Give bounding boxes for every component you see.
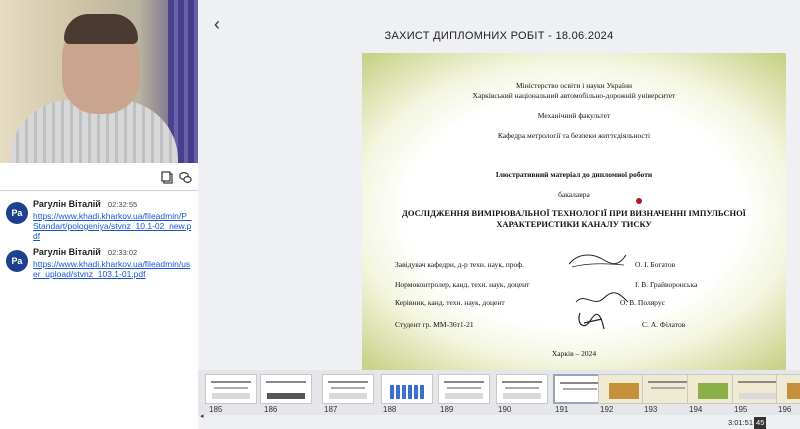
- message-time: 02:33:02: [108, 248, 138, 257]
- slide-row-role: Нормоконтролер, канд. техн. наук, доцент: [395, 280, 530, 289]
- message-time: 02:32:55: [108, 200, 138, 209]
- slide-number: 188: [383, 405, 397, 414]
- page-title: ЗАХИСТ ДИПЛОМНИХ РОБІТ - 18.06.2024: [384, 30, 614, 42]
- slide-topic-line1: ДОСЛІДЖЕННЯ ВИМІРЮВАЛЬНОЇ ТЕХНОЛОГІЇ ПРИ ВИЗНАЧЕННІ ІМПУЛЬСНОЇ: [402, 208, 746, 218]
- slide-thumbnail-strip[interactable]: [198, 370, 800, 415]
- slide-faculty: Механічний факультет: [537, 111, 611, 120]
- slide-city-year: Харків – 2024: [551, 349, 597, 358]
- slide-row-role: Студент гр. ММ-36т1-21: [395, 320, 474, 329]
- back-chevron-icon[interactable]: ‹: [214, 14, 220, 34]
- timer-main: 3:01:51: [728, 418, 754, 427]
- slide-university: Харківський національний автомобільно-дорожній університет: [472, 91, 676, 100]
- slide-topic-line2: ХАРАКТЕРИСТИКИ КАНАЛУ ТИСКУ: [496, 219, 652, 229]
- pointer-dot: [636, 198, 642, 204]
- sender-name: Рагулін Віталій: [33, 247, 101, 257]
- slide-number: 196: [778, 405, 792, 414]
- slide-ministry: Міністерство освіти і науки України: [515, 81, 632, 90]
- slide-thumbnail[interactable]: [496, 374, 548, 404]
- message-link[interactable]: https://www.khadi.kharkov.ua/fileadmin/P_Standart/pologeniya/stvnz_10.1-02_new.pdf: [33, 211, 192, 241]
- slide-thumbnail[interactable]: [776, 374, 800, 404]
- slide-row-person: О. В. Полярус: [620, 298, 665, 307]
- sender-name: Рагулін Віталій: [33, 199, 101, 209]
- chat-message: [0, 244, 198, 290]
- chat-toolbar: [0, 165, 198, 191]
- participant-video[interactable]: [0, 0, 198, 163]
- timer-seconds: 45: [756, 418, 765, 427]
- slide-thumbnail[interactable]: [381, 374, 433, 404]
- presentation-area: [198, 0, 800, 429]
- avatar: Ра: [6, 250, 28, 272]
- slide-thumbnail[interactable]: [322, 374, 374, 404]
- slide-degree: бакалавра: [558, 190, 590, 199]
- slide-thumbnail[interactable]: [260, 374, 312, 404]
- slide-thumbnail[interactable]: [438, 374, 490, 404]
- slide-material: Ілюстративний матеріал до дипломної роботи: [495, 170, 653, 179]
- scroll-left-icon[interactable]: ◂: [200, 413, 204, 420]
- slide-number: 192: [600, 405, 614, 414]
- slide-row-person: О. І. Богатов: [635, 260, 676, 269]
- slide-number: 195: [734, 405, 748, 414]
- slide-row-role: Завідувач кафедри, д-р техн. наук, проф.: [395, 260, 524, 269]
- slide-number: 187: [324, 405, 338, 414]
- slide-number: 185: [209, 405, 223, 414]
- left-panel: [0, 0, 198, 429]
- avatar: Ра: [6, 202, 28, 224]
- slide-row-person: С. А. Філатов: [642, 320, 686, 329]
- chat-message: [0, 196, 198, 242]
- chat-bubbles-icon[interactable]: [178, 171, 192, 185]
- slide-number: 194: [689, 405, 703, 414]
- slide-department: Кафедра метрології та безпеки життєдіяльності: [497, 131, 651, 140]
- slide-number: 186: [264, 405, 278, 414]
- signature-mark: [574, 309, 608, 335]
- signature-mark: [566, 249, 630, 271]
- slide-canvas: [362, 53, 786, 370]
- participant-hair: [64, 14, 138, 44]
- presentation-header: [198, 0, 800, 48]
- playback-timer: [728, 417, 766, 429]
- slide-number: 189: [440, 405, 454, 414]
- slide-row-person: І. В. Грайворонська: [635, 280, 698, 289]
- message-link[interactable]: https://www.khadi.kharkov.ua/fileadmin/user_upload/stvnz_103.1-01.pdf: [33, 259, 191, 279]
- copy-icon[interactable]: [160, 171, 174, 185]
- signature-mark: [574, 290, 630, 310]
- slide-number: 191: [555, 405, 569, 414]
- slide-thumbnail[interactable]: [205, 374, 257, 404]
- slide-row-role: Керівник, канд. техн. наук, доцент: [395, 298, 505, 307]
- slide-number: 193: [644, 405, 658, 414]
- slide-number: 190: [498, 405, 512, 414]
- chat-list: [0, 196, 198, 292]
